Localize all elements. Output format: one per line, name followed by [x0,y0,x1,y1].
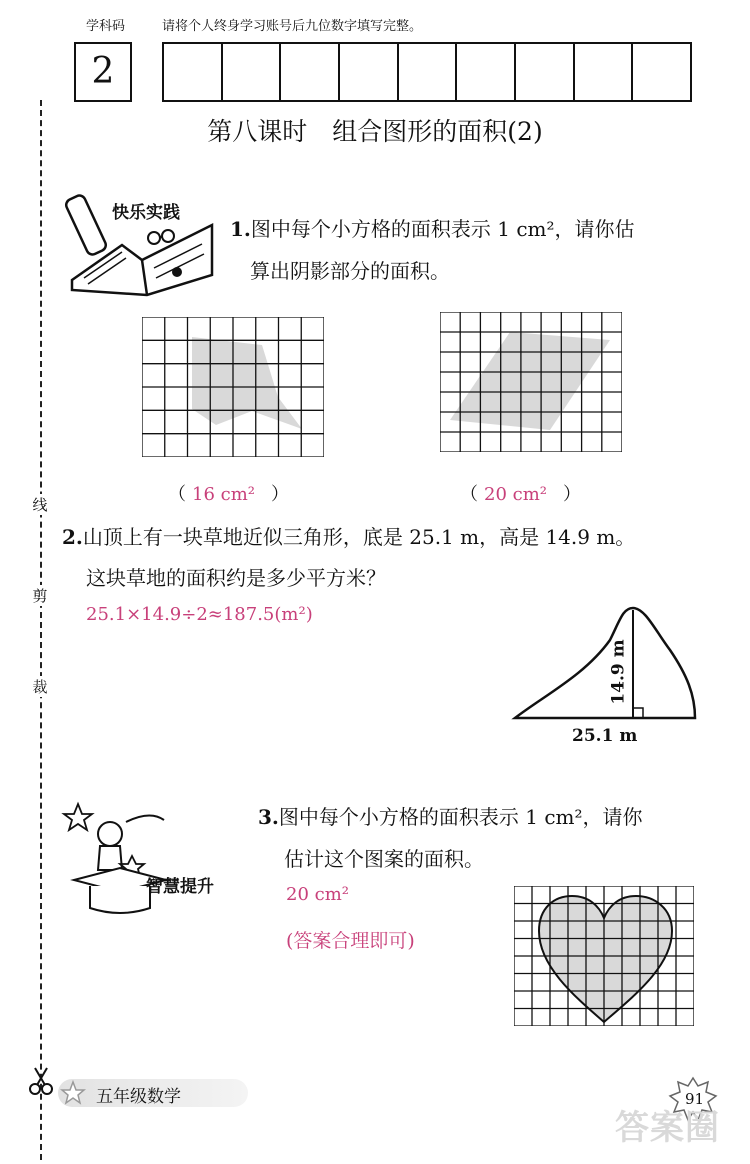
account-digit-box[interactable] [223,44,282,100]
lesson-title: 第八课时 组合图形的面积(2) [207,117,543,146]
account-digit-box[interactable] [281,44,340,100]
q1-number: 1. [230,217,251,241]
q2-answer: 25.1×14.9÷2≈187.5(m²) [86,604,313,625]
q2-base-label: 25.1 m [572,726,638,746]
q1-answer-right: 20 cm² [484,484,547,505]
q3-text-line1: 图中每个小方格的面积表示 1 cm²，请你 [278,805,643,829]
q2-height-label: 14.9 m [608,639,629,705]
q1-line1 [230,208,635,250]
q2-text-line1: 山顶上有一块草地近似三角形，底是 25.1 m，高是 14.9 m。 [82,525,636,549]
q1-answer-left-row [168,480,289,506]
account-digit-box[interactable] [340,44,399,100]
q1-shaded-region-right [450,332,610,430]
q1-answer-right-row [460,480,581,506]
account-digit-box[interactable] [164,44,223,100]
q1-grid-right [440,312,622,452]
q1-text-line2: 算出阴影部分的面积。 [250,259,450,283]
q1-grid-left [142,317,324,457]
cut-label-line: 线 [32,496,48,514]
q3-number: 3. [258,805,279,829]
account-instruction: 请将个人终身学习账号后九位数字填写完整。 [162,19,423,34]
scissors-icon [28,1066,54,1096]
q3-line1 [258,796,643,838]
q2-line1 [62,516,635,558]
watermark: 答案圈 [615,1108,720,1148]
q2-text-line2: 这块草地的面积约是多少平方米？ [86,566,386,590]
q2-height-label-wrap [598,640,638,710]
cut-label-trim: 裁 [32,678,48,696]
subject-code-label: 学科码 [86,19,126,34]
advanced-badge: 智慧提升 [146,877,214,897]
q3-answer-note: (答案合理即可) [286,930,415,952]
paren-close: ） [563,484,581,505]
q2-number: 2. [62,525,83,549]
paren-close: ） [271,484,289,505]
account-digit-box[interactable] [575,44,634,100]
account-number-boxes[interactable] [162,42,692,102]
account-digit-box[interactable] [633,44,690,100]
subject-code-box: 2 [74,42,132,102]
page-number: 91 [685,1090,705,1108]
q3-answer: 20 cm² [286,884,349,905]
practice-badge: 快乐实践 [112,203,180,223]
q3-heart-grid [514,886,694,1026]
paren-open: （ [168,484,186,505]
q1-answer-left: 16 cm² [192,484,255,505]
account-digit-box[interactable] [457,44,516,100]
account-digit-box[interactable] [516,44,575,100]
account-digit-box[interactable] [399,44,458,100]
q3-text-line2: 估计这个图案的面积。 [284,847,484,871]
heart-shape [539,896,672,1022]
paren-open: （ [460,484,478,505]
cut-label-cut: 剪 [32,587,48,605]
q1-shaded-region-left [192,337,302,429]
q1-text-line1: 图中每个小方格的面积表示 1 cm²，请你估 [250,217,635,241]
cut-line [40,100,42,1160]
student-graduate-illustration [60,800,170,920]
star-icon [60,1080,86,1106]
grade-label: 五年级数学 [96,1087,181,1107]
